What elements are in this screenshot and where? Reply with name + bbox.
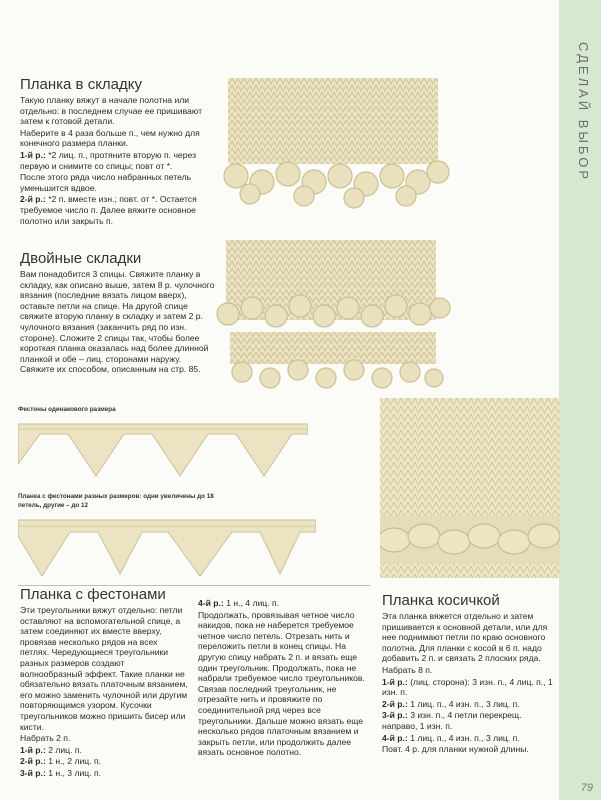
scallops-col2: Продолжать, провязывая четное число накидов, пока не наберется требуемое четное число петель. Отрезать нить и переложить петли в конец спицы. На другую спицу набрать 2 п. и вязать еще один треугольник. Продолжать, пока не набрали требуемое число треугольников. Связав последний треугольник, не отрезайте нить и провяжите по соединительной ряд через все треугольники. Дальше можно вязать еще несколько рядов платочным вязанием и закрыть петли, или продолжить далее вязать основное полотно. xyxy=(198,609,365,758)
double-body: Вам понадобится 3 спицы. Свяжите планку в складку, как описано выше, затем 8 р. чулочного вязания (последние вязать лицом вверх), оставьте петли на спице. На другой спице свяжите вторую планку в складку и затем 2 р. чулочного вязания (заканчить ряд по изн. стороне). Сложите 2 спицы так, чтобы более короткая планка оказалась над более длинной планкой и обе – лиц. сторонами наружу. Свяжите их способом, описанным на стр. 85. xyxy=(20,269,215,375)
braid-title: Планка косичкой xyxy=(382,592,500,609)
braid-body: Эта планка вяжется отдельно и затем пришивается к основной детали, или для нее поднимают петли по краю основного полотна. Для планки с косой в 6 п. надо добавить 2 п. и связать 2 плоских ряда. xyxy=(382,611,548,664)
braid-repeat: Повт. 4 р. для планки нужной длины. xyxy=(382,744,529,755)
braid-section xyxy=(382,592,554,756)
ruffle-photo xyxy=(214,78,452,212)
scallop-caption-1: Фестоны одинакового размера xyxy=(18,406,116,413)
fold-section xyxy=(20,76,216,227)
double-ruffle-photo xyxy=(208,240,452,390)
scallops-row-4: 4-й р.: 1 н., 4 лиц. п. xyxy=(198,598,279,608)
braid-row-1: 1-й р.: (лиц. сторона): 3 изн. п., 4 лиц. п., 1 изн. п. xyxy=(382,676,553,698)
braid-row-4: 4-й р.: 1 лиц. п., 4 изн. п., 3 лиц. п. xyxy=(382,732,520,743)
fold-para-1: Такую планку вяжут в начале полотна или отдельно: в последнем случае ее пришивают затем к готовой детали. xyxy=(20,95,203,127)
scallops-col1: Эти треугольники вяжут отдельно: петли оставляют на вспомогательной спице, а затем соединяют их вместе вверху, провязав несколько рядов на всех петлях. Чередующиеся треугольники разных размеров создают волнообразный эффект. Такие планки не обязательно вязать платочным вязанием, его можно заменить чулочной или другим повторяющимся узором. Кусочки треугольников можно пришить бисер или кисти. xyxy=(20,605,188,732)
scallops-title: Планка с фестонами xyxy=(20,586,166,603)
braid-row-3: 3-й р.: 3 изн. п., 4 петли перекрещ. направо, 1 изн. п. xyxy=(382,710,522,731)
section-tab-label: СДЕЛАЙ ВЫБОР xyxy=(576,42,591,183)
braid-cast-on: Набрать 8 п. xyxy=(382,664,433,675)
double-section xyxy=(20,250,216,376)
page-number: 79 xyxy=(580,782,593,794)
fold-row2: 2-й р.: *2 п. вместе изн.; повт. от *. Остается требуемое число п. Далее вяжите основное полотно или закрыть п. xyxy=(20,194,197,226)
double-title: Двойные складки xyxy=(20,250,142,267)
fold-para-2: Наберите в 4 раза больше п., чем нужно для конечного размера планки. xyxy=(20,127,200,149)
scallop-photo-1 xyxy=(18,420,308,482)
scallops-section-col2 xyxy=(198,598,368,759)
braid-photo xyxy=(380,398,560,578)
scallops-row-1: 1-й р.: 2 лиц. п. xyxy=(20,744,82,755)
scallop-caption-2: Планка с фестонами разных размеров: одни увеличены до 18 петель, другие – до 12 xyxy=(18,493,214,509)
scallops-row-3: 3-й р.: 1 н., 3 лиц. п. xyxy=(20,767,101,778)
scallop-photo-2 xyxy=(18,516,316,580)
fold-after-row1: После этого ряда число набранных петель уменьшится вдвое. xyxy=(20,172,192,193)
braid-row-2: 2-й р.: 1 лиц. п., 4 изн. п., 3 лиц. п. xyxy=(382,698,520,709)
scallops-row-2: 2-й р.: 1 н., 2 лиц. п. xyxy=(20,756,101,767)
fold-title: Планка в складку xyxy=(20,76,143,93)
scallops-cast-on: Набрать 2 п. xyxy=(20,733,71,744)
scallops-section xyxy=(20,586,188,780)
fold-row1: 1-й р.: *2 лиц. п., протяните вторую п. через первую и снимите со спицы; повт от *. xyxy=(20,149,197,171)
